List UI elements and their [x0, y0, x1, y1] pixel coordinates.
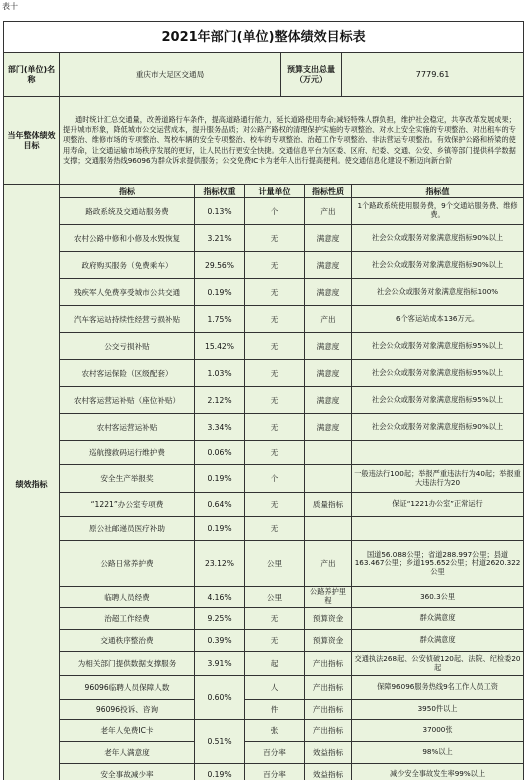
- indicator-unit: 个: [245, 465, 305, 493]
- indicator-weight: 0.19%: [195, 517, 245, 541]
- indicator-value: 社会公众或服务对象满意度指标95%以上: [352, 360, 524, 387]
- indicator-weight: 0.51%: [195, 720, 245, 764]
- indicator-name: 残疾军人免费享受城市公共交通: [60, 279, 195, 306]
- indicator-unit: 张: [245, 720, 305, 742]
- table-row: [4, 630, 524, 652]
- indicator-unit: 件: [245, 700, 305, 720]
- table-row: [4, 764, 524, 780]
- indicator-weight: 23.12%: [195, 541, 245, 587]
- indicator-unit: 无: [245, 441, 305, 465]
- indicator-name: 农村公路中修和小修及水毁恢复: [60, 225, 195, 252]
- table-row: [4, 587, 524, 608]
- table-row: [4, 387, 524, 414]
- indicator-nature: 产出: [305, 306, 352, 333]
- indicator-header-row: [4, 185, 524, 198]
- budget-value: 7779.61: [342, 53, 524, 97]
- goal-row: [4, 97, 524, 185]
- dept-row: [4, 53, 524, 97]
- indicator-weight: 15.42%: [195, 333, 245, 360]
- indicator-value: 社会公众或服务对象满意度指标90%以上: [352, 414, 524, 441]
- indicator-weight: 0.19%: [195, 279, 245, 306]
- indicator-weight: 0.39%: [195, 630, 245, 652]
- indicator-unit: 无: [245, 225, 305, 252]
- sheet-label: 表十: [2, 2, 18, 11]
- indicator-weight: 0.60%: [195, 676, 245, 720]
- indicator-unit: 无: [245, 333, 305, 360]
- table-row: [4, 225, 524, 252]
- indicator-weight: 0.13%: [195, 198, 245, 225]
- indicator-name: 临聘人员经费: [60, 587, 195, 608]
- indicator-value: 减少安全事故发生率99%以上: [352, 764, 524, 780]
- indicator-name: 治超工作经费: [60, 608, 195, 630]
- table-row: [4, 720, 524, 742]
- table-row: [4, 517, 524, 541]
- table-row: [4, 252, 524, 279]
- indicator-value: 一般违法行100起；举报严重违法行为40起；举报重大违法行为20: [352, 465, 524, 493]
- indicator-nature: 预算资金: [305, 608, 352, 630]
- indicator-weight: 3.34%: [195, 414, 245, 441]
- table-row: [4, 465, 524, 493]
- indicator-weight: 29.56%: [195, 252, 245, 279]
- indicator-value: 交通执法268起、公安侦破120起、法院、纪检委20起: [352, 652, 524, 676]
- indicator-name: 96096投诉、咨询: [60, 700, 195, 720]
- indicator-nature: 满意度: [305, 333, 352, 360]
- indicator-nature: [305, 441, 352, 465]
- indicator-value: 保证“1221办公室”正常运行: [352, 493, 524, 517]
- indicator-unit: 无: [245, 360, 305, 387]
- indicator-nature: 效益指标: [305, 742, 352, 764]
- indicator-value: 社会公众或服务对象满意度指标95%以上: [352, 333, 524, 360]
- indicator-unit: 无: [245, 387, 305, 414]
- indicator-weight: 0.19%: [195, 764, 245, 780]
- indicator-weight: 0.64%: [195, 493, 245, 517]
- dept-name: 重庆市大足区交通局: [60, 53, 281, 97]
- indicator-name: 安全事故减少率: [60, 764, 195, 780]
- table-row: [4, 333, 524, 360]
- indicator-nature: 满意度: [305, 225, 352, 252]
- indicator-value: 98%以上: [352, 742, 524, 764]
- header-weight: 指标权重: [195, 185, 245, 198]
- indicator-name: 政府购买服务（免费乘车）: [60, 252, 195, 279]
- header-unit: 计量单位: [245, 185, 305, 198]
- indicator-name: 交通秩序整治费: [60, 630, 195, 652]
- table-row: [4, 541, 524, 587]
- goal-text: 通时统计汇总交通量，改善道路行车条件，提高道路通行能力，延长道路使用寿命;减轻特殊人群负担，维护社会稳定，共享改革发展成果；提升城市形象，降低城市公交运营成本，提升服务品质；对公路产路权的清理保护实施的专项整治、对水上安全实施的专项整治、对出租车的专项整治、维修市场的专项整治、驾校车辆的安全专项整治、校车的专项整治、治超工作专项整治、非法营运专项整治。有效保护公路和桥梁的使用寿命，让交通运输市场秩序发展的更好，让人民出行更安全快捷。交通信息平台为区委、区府、纪委、交通、公安、乡镇等部门提供科学数据支撑；交通服务热线96096为群众诉求提供服务；公交免费IC卡为老年人出行提高便利。使交通信息化建设不断迈向新台阶: [60, 97, 524, 185]
- indicator-nature: 产出: [305, 198, 352, 225]
- indicator-nature: 公路养护里程: [305, 587, 352, 608]
- indicator-value: 360.3公里: [352, 587, 524, 608]
- indicator-nature: 产出指标: [305, 720, 352, 742]
- indicator-value: 6个客运站成本136万元。: [352, 306, 524, 333]
- indicator-value: 社会公众或服务对象满意度指标95%以上: [352, 387, 524, 414]
- indicator-name: 安全生产举报奖: [60, 465, 195, 493]
- indicator-nature: 产出指标: [305, 652, 352, 676]
- indicator-unit: 个: [245, 198, 305, 225]
- header-value: 指标值: [352, 185, 524, 198]
- table-row: [4, 742, 524, 764]
- indicator-unit: 无: [245, 517, 305, 541]
- indicator-value: 社会公众或服务对象满意度指标100%: [352, 279, 524, 306]
- indicator-value: [352, 441, 524, 465]
- indicator-value: 国道56.088公里；省道288.997公里；县道163.467公里；乡道195.652公里；村道2620.322公里: [352, 541, 524, 587]
- table-row: [4, 608, 524, 630]
- header-indicator: 指标: [60, 185, 195, 198]
- indicator-nature: 效益指标: [305, 764, 352, 780]
- indicator-value: 3950件以上: [352, 700, 524, 720]
- table-row: [4, 360, 524, 387]
- indicator-value: 1个路政系统使用服务费，9个交通站服务费、维修费。: [352, 198, 524, 225]
- indicator-name: 路政系统及交通站服务费: [60, 198, 195, 225]
- table-title: 2021年部门(单位)整体绩效目标表: [4, 22, 524, 53]
- indicator-nature: 产出指标: [305, 700, 352, 720]
- indicator-name: 为相关部门提供数据支撑服务: [60, 652, 195, 676]
- indicator-nature: 满意度: [305, 387, 352, 414]
- indicator-value: [352, 517, 524, 541]
- table-row: [4, 700, 524, 720]
- performance-target-table: [3, 21, 524, 780]
- indicator-unit: 百分率: [245, 742, 305, 764]
- indicator-unit: 无: [245, 608, 305, 630]
- indicator-section-label: 绩效指标: [4, 185, 60, 780]
- indicator-name: “1221”办公室专项费: [60, 493, 195, 517]
- indicator-nature: [305, 465, 352, 493]
- indicator-weight: 0.06%: [195, 441, 245, 465]
- indicator-unit: 无: [245, 630, 305, 652]
- indicator-nature: 产出指标: [305, 676, 352, 700]
- indicator-value: 群众满意度: [352, 608, 524, 630]
- indicator-weight: 0.19%: [195, 465, 245, 493]
- header-nature: 指标性质: [305, 185, 352, 198]
- table-row: [4, 676, 524, 700]
- indicator-weight: 2.12%: [195, 387, 245, 414]
- indicator-value: 37000张: [352, 720, 524, 742]
- dept-label: 部门(单位)名称: [4, 53, 60, 97]
- indicator-weight: 3.21%: [195, 225, 245, 252]
- title-row: [4, 22, 524, 53]
- indicator-name: 农村客运营运补贴: [60, 414, 195, 441]
- indicator-name: 汽车客运站持续性经营亏损补贴: [60, 306, 195, 333]
- indicator-value: 群众满意度: [352, 630, 524, 652]
- table-row: [4, 279, 524, 306]
- indicator-name: 老年人满意度: [60, 742, 195, 764]
- indicator-unit: 无: [245, 279, 305, 306]
- goal-label: 当年整体绩效目标: [4, 97, 60, 185]
- indicator-name: 巡航搜救码运行维护费: [60, 441, 195, 465]
- indicator-weight: 4.16%: [195, 587, 245, 608]
- indicator-name: 农村客运营运补贴（座位补贴）: [60, 387, 195, 414]
- indicator-value: 社会公众或服务对象满意度指标90%以上: [352, 225, 524, 252]
- indicator-unit: 无: [245, 306, 305, 333]
- indicator-name: 农村客运保险（区级配套）: [60, 360, 195, 387]
- indicator-value: 保障96096服务热线9名工作人员工资: [352, 676, 524, 700]
- indicator-nature: 满意度: [305, 279, 352, 306]
- table-row: [4, 198, 524, 225]
- indicator-nature: 产出: [305, 541, 352, 587]
- indicator-nature: 满意度: [305, 252, 352, 279]
- indicator-weight: 9.25%: [195, 608, 245, 630]
- indicator-name: 公交亏损补贴: [60, 333, 195, 360]
- indicator-unit: 无: [245, 493, 305, 517]
- table-row: [4, 414, 524, 441]
- budget-label: 预算支出总量（万元）: [281, 53, 342, 97]
- indicator-weight: 1.75%: [195, 306, 245, 333]
- indicator-name: 96096临聘人员保障人数: [60, 676, 195, 700]
- indicator-nature: 预算资金: [305, 630, 352, 652]
- table-row: [4, 441, 524, 465]
- indicator-unit: 起: [245, 652, 305, 676]
- indicator-unit: 百分率: [245, 764, 305, 780]
- indicator-unit: 无: [245, 252, 305, 279]
- table-row: [4, 493, 524, 517]
- indicator-nature: [305, 517, 352, 541]
- indicator-weight: 1.03%: [195, 360, 245, 387]
- indicator-name: 老年人免费IC卡: [60, 720, 195, 742]
- table-row: [4, 652, 524, 676]
- indicator-name: 原公社邮递员医疗补助: [60, 517, 195, 541]
- indicator-unit: 无: [245, 414, 305, 441]
- indicator-value: 社会公众或服务对象满意度指标90%以上: [352, 252, 524, 279]
- indicator-unit: 人: [245, 676, 305, 700]
- table-row: [4, 306, 524, 333]
- indicator-nature: 质量指标: [305, 493, 352, 517]
- indicator-weight: 3.91%: [195, 652, 245, 676]
- indicator-nature: 满意度: [305, 360, 352, 387]
- indicator-unit: 公里: [245, 587, 305, 608]
- indicator-unit: 公里: [245, 541, 305, 587]
- indicator-name: 公路日常养护费: [60, 541, 195, 587]
- indicator-nature: 满意度: [305, 414, 352, 441]
